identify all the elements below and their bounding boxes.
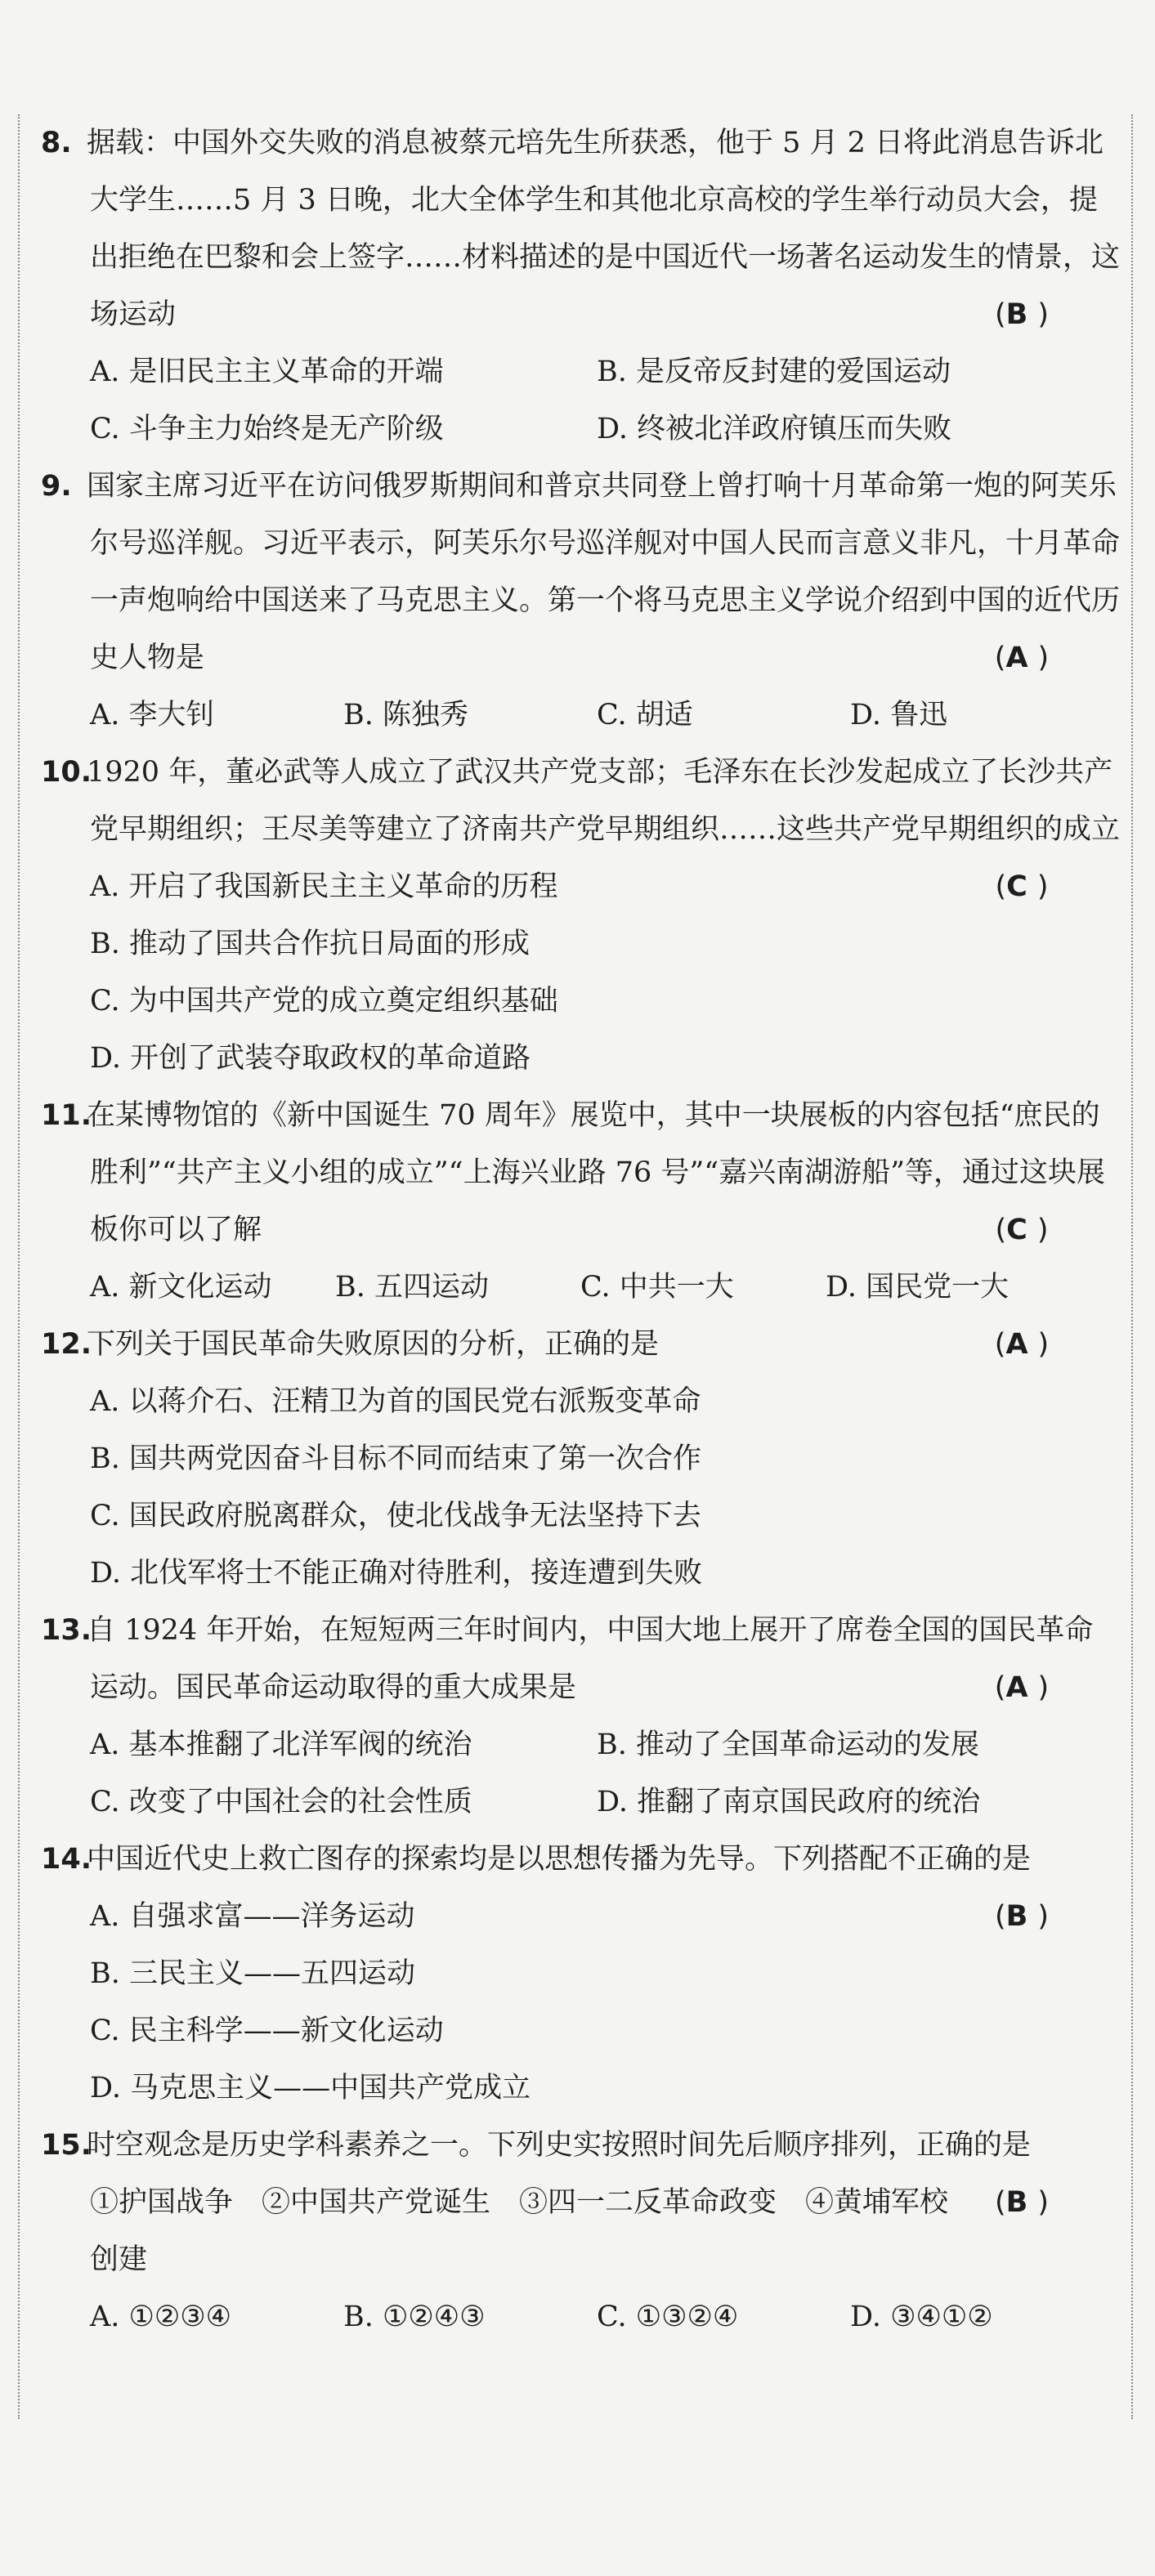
answer-bracket: (B) (995, 1900, 1049, 1933)
answer-letter: B (1005, 1900, 1038, 1933)
answer-bracket: (A) (994, 642, 1050, 674)
options (90, 858, 973, 1087)
question-column (41, 114, 1120, 2346)
option-a: A. 是旧民主主义革命的开端 (90, 356, 444, 388)
question-12 (41, 1316, 1120, 1602)
option-a: A. 以蒋介石、汪精卫为首的国民党右派叛变革命 (90, 1385, 701, 1418)
options (90, 1373, 1120, 1602)
question-stem: 据载：中国外交失败的消息被蔡元培先生所获悉，他于 5 月 2 日将此消息告诉北大学生……5 月 3 日晚，北大全体学生和其他北京高校的学生举行动员大会，提出拒绝在巴黎和会上签字……材料描述的是中国近代一场著名运动发生的情景，这场运动 (87, 127, 1121, 331)
answer-bracket: (A) (994, 1671, 1050, 1704)
option-c: C. 斗争主力始终是无产阶级 (90, 413, 444, 445)
event-list: ①护国战争 ②中国共产党诞生 ③四一二反革命政变 ④黄埔军校创建 (90, 2186, 949, 2276)
question-stem: 中国近代史上救亡图存的探索均是以思想传播为先导。下列搭配不正确的是 (87, 1843, 1032, 1876)
answer-letter: C (1006, 870, 1037, 903)
option-a: A. 开启了我国新民主主义革命的历程 (90, 870, 558, 903)
question-10 (41, 744, 1120, 1087)
option-c: C. ①③②④ (597, 2301, 739, 2333)
answer-bracket: (C) (995, 1214, 1049, 1246)
option-b: B. 五四运动 (335, 1271, 489, 1304)
question-number: 8. (41, 127, 72, 159)
option-b: B. 推动了全国革命运动的发展 (597, 1729, 979, 1761)
option-b: B. 陈独秀 (343, 699, 468, 731)
option-c: C. 改变了中国社会的社会性质 (90, 1786, 472, 1818)
question-9 (41, 458, 1120, 744)
option-d: D. 马克思主义——中国共产党成立 (90, 2072, 531, 2104)
answer-bracket: (B) (995, 298, 1049, 331)
answer-bracket: (C) (995, 870, 1049, 903)
option-d: D. 推翻了南京国民政府的统治 (597, 1786, 981, 1818)
question-8 (41, 114, 1120, 458)
right-dotted-margin-line (1131, 114, 1133, 2419)
left-dotted-margin-line (18, 114, 20, 2419)
option-a: A. ①②③④ (90, 2301, 232, 2333)
question-stem: 自 1924 年开始，在短短两三年时间内，中国大地上展开了席卷全国的国民革命运动。国民革命运动取得的重大成果是 (87, 1614, 1094, 1704)
question-number: 10. (41, 756, 92, 789)
option-b: B. 三民主义——五四运动 (90, 1957, 415, 1990)
answer-letter: A (1005, 1328, 1038, 1361)
options (90, 2288, 1120, 2346)
question-number: 12. (41, 1328, 92, 1361)
option-a: A. 李大钊 (90, 699, 215, 731)
question-15 (41, 2117, 1120, 2346)
question-11 (41, 1087, 1120, 1316)
answer-bracket: (B) (995, 2186, 1049, 2219)
option-d: D. 开创了武装夺取政权的革命道路 (90, 1042, 531, 1075)
answer-letter: A (1005, 1671, 1038, 1704)
option-a: A. 自强求富——洋务运动 (90, 1900, 415, 1933)
option-d: D. 北伐军将士不能正确对待胜利，接连遭到失败 (90, 1557, 703, 1590)
question-stem: 在某博物馆的《新中国诞生 70 周年》展览中，其中一块展板的内容包括“庶民的胜利”“共产主义小组的成立”“上海兴业路 76 号”“嘉兴南湖游船”等，通过这块展板你可以了解 (87, 1099, 1106, 1246)
option-b: B. 是反帝反封建的爱国运动 (597, 356, 951, 388)
option-c: C. 为中国共产党的成立奠定组织基础 (90, 985, 558, 1017)
question-14 (41, 1831, 1120, 2117)
option-d: D. ③④①② (850, 2301, 993, 2333)
option-b: B. 国共两党因奋斗目标不同而结束了第一次合作 (90, 1442, 701, 1475)
options (90, 1259, 1120, 1316)
question-13 (41, 1602, 1120, 1831)
option-b: B. 推动了国共合作抗日局面的形成 (90, 928, 530, 960)
option-d: D. 鲁迅 (850, 699, 948, 731)
question-stem: 国家主席习近平在访问俄罗斯期间和普京共同登上曾打响十月革命第一炮的阿芙乐尔号巡洋舰。习近平表示，阿芙乐尔号巡洋舰对中国人民而言意义非凡，十月革命一声炮响给中国送来了马克思主义。第一个将马克思主义学说介绍到中国的近代历史人物是 (87, 470, 1121, 674)
option-d: D. 终被北洋政府镇压而失败 (597, 413, 952, 445)
option-c: C. 胡适 (597, 699, 693, 731)
question-stem: 下列关于国民革命失败原因的分析，正确的是 (87, 1328, 660, 1361)
option-c: C. 民主科学——新文化运动 (90, 2015, 444, 2047)
question-number: 14. (41, 1843, 92, 1876)
options (90, 686, 1120, 744)
question-number: 15. (41, 2129, 92, 2162)
option-d: D. 国民党一大 (826, 1271, 1010, 1304)
answer-letter: B (1005, 2186, 1038, 2219)
options (90, 343, 1120, 458)
option-b: B. ①②④③ (343, 2301, 486, 2333)
option-c: C. 中共一大 (580, 1271, 734, 1304)
question-number: 9. (41, 470, 72, 503)
options (90, 1888, 973, 2117)
option-a: A. 基本推翻了北洋军阀的统治 (90, 1729, 472, 1761)
answer-letter: B (1005, 298, 1038, 331)
question-number: 11. (41, 1099, 92, 1132)
question-number: 13. (41, 1614, 92, 1647)
question-stem: 时空观念是历史学科素养之一。下列史实按照时间先后顺序排列，正确的是 (87, 2129, 1032, 2162)
options (90, 1716, 1120, 1831)
option-c: C. 国民政府脱离群众，使北伐战争无法坚持下去 (90, 1500, 701, 1532)
answer-bracket: (A) (994, 1328, 1050, 1361)
question-stem: 1920 年，董必武等人成立了武汉共产党支部；毛泽东在长沙发起成立了长沙共产党早期组织；王尽美等建立了济南共产党早期组织……这些共产党早期组织的成立 (87, 756, 1121, 846)
answer-letter: A (1005, 642, 1038, 674)
option-a: A. 新文化运动 (90, 1271, 272, 1304)
answer-letter: C (1006, 1214, 1037, 1246)
